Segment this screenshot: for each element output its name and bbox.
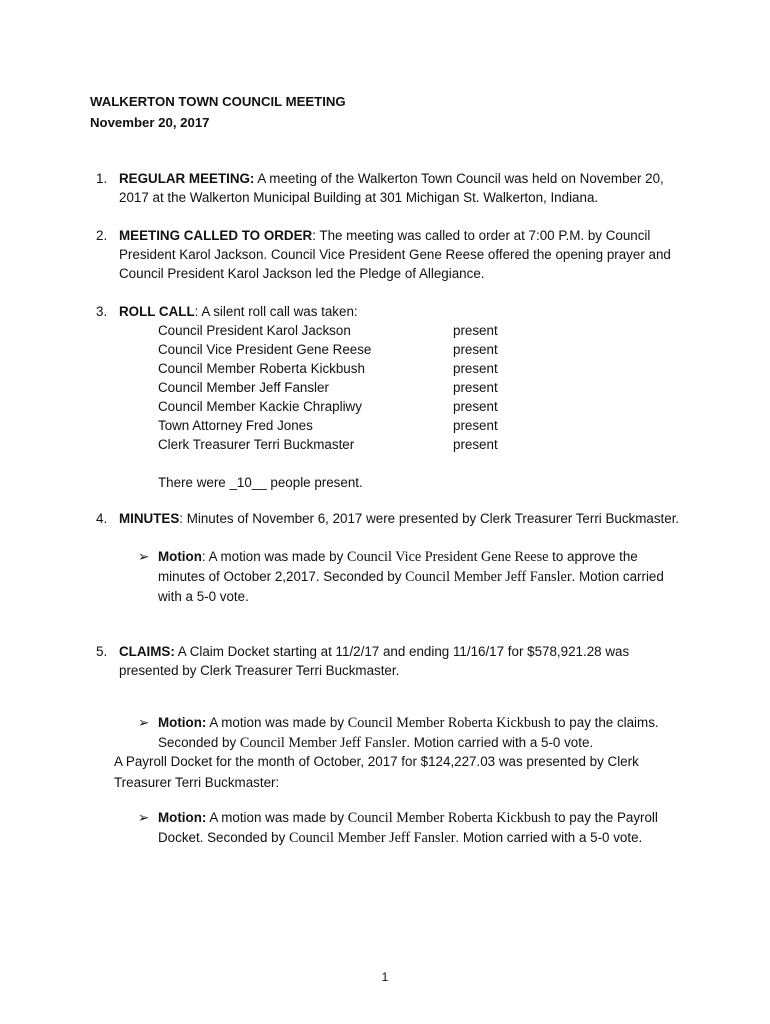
minutes-motion [138, 547, 678, 606]
item-claims [96, 642, 676, 680]
item-text: A meeting of the Walkerton Town Council was held on November 20, 2017 at the Walkerton Municipal Building at 301 Michigan St. Walkerton, Indiana. [119, 171, 664, 205]
motion-label: Motion [158, 549, 202, 564]
item-number: 5. [96, 644, 108, 659]
motion-text: to approve the minutes of October 2,2017. Seconded by [158, 549, 638, 584]
meeting-title: WALKERTON TOWN COUNCIL MEETING [90, 94, 346, 109]
motion-text: to pay the claims. Seconded by [158, 715, 659, 750]
page-number: 1 [381, 970, 389, 984]
item-text: A Claim Docket starting at 11/2/17 and ending 11/16/17 for $578,921.28 was presented by Clerk Treasurer Terri Buckmaster. [119, 644, 630, 678]
member-name: Council President Karol Jackson [158, 323, 351, 338]
item-roll-call [96, 302, 696, 321]
motion-text: : A motion was made by [201, 549, 348, 564]
motion-seconder: Council Member Jeff Fansler [289, 830, 456, 846]
member-name: Council Member Roberta Kickbush [158, 361, 365, 376]
item-text: : Minutes of November 6, 2017 were presented by Clerk Treasurer Terri Buckmaster. [179, 511, 680, 526]
arrow-bullet-icon: ➢ [138, 549, 150, 564]
item-called-to-order [96, 226, 696, 283]
roll-call-row [158, 321, 518, 340]
motion-text: . Motion carried with a 5-0 vote. [455, 830, 643, 845]
motion-mover: Council Member Roberta Kickbush [347, 810, 551, 826]
roll-call-row [158, 416, 518, 435]
motion-text: . Motion carried with a 5-0 vote. [158, 569, 664, 604]
member-status: present [453, 437, 498, 452]
motion-seconder: Council Member Jeff Fansler [239, 735, 407, 751]
item-label: ROLL CALL [119, 304, 195, 319]
member-name: Council Member Kackie Chrapliwy [158, 399, 362, 414]
motion-text: A motion was made by [206, 810, 348, 825]
payroll-motion [138, 808, 683, 848]
member-name: Town Attorney Fred Jones [158, 418, 313, 433]
motion-seconder: Council Member Jeff Fansler [405, 569, 572, 585]
item-regular-meeting [96, 169, 696, 207]
item-label: MEETING CALLED TO ORDER [119, 228, 313, 243]
member-status: present [453, 380, 498, 395]
item-label: MINUTES [119, 511, 180, 526]
payroll-docket-text-cont: Treasurer Terri Buckmaster: [114, 775, 280, 790]
motion-mover: Council Vice President Gene Reese [347, 549, 549, 565]
item-number: 1. [96, 171, 108, 186]
roll-call-row [158, 435, 518, 454]
motion-mover: Council Member Roberta Kickbush [347, 715, 551, 731]
meeting-date: November 20, 2017 [90, 115, 210, 130]
arrow-bullet-icon: ➢ [138, 715, 150, 730]
item-text: : A silent roll call was taken: [194, 304, 358, 319]
member-name: Council Vice President Gene Reese [158, 342, 372, 357]
item-text: : The meeting was called to order at 7:00 P.M. by Council President Karol Jackson. Council Vice President Gene Reese offered the opening prayer and Council President Karol Jackson led the Pledge of Allegiance. [119, 228, 671, 281]
motion-text: . Motion carried with a 5-0 vote. [406, 735, 594, 750]
member-status: present [453, 361, 498, 376]
member-name: Council Member Jeff Fansler [158, 380, 329, 395]
member-status: present [453, 399, 498, 414]
item-number: 4. [96, 511, 108, 526]
roll-call-list [158, 321, 518, 454]
attendance-count: There were _10__ people present. [158, 475, 363, 490]
motion-text: to pay the Payroll Docket. Seconded by [158, 810, 658, 845]
item-number: 3. [96, 304, 108, 319]
item-label: CLAIMS: [119, 644, 175, 659]
member-status: present [453, 342, 498, 357]
member-name: Clerk Treasurer Terri Buckmaster [158, 437, 355, 452]
roll-call-row [158, 359, 518, 378]
motion-text: A motion was made by [206, 715, 348, 730]
roll-call-row [158, 378, 518, 397]
member-status: present [453, 418, 498, 433]
item-label: REGULAR MEETING: [119, 171, 255, 186]
motion-label: Motion: [158, 810, 207, 825]
roll-call-row [158, 397, 518, 416]
item-number: 2. [96, 228, 108, 243]
claims-motion [138, 713, 678, 753]
motion-label: Motion: [158, 715, 207, 730]
roll-call-row [158, 340, 518, 359]
member-status: present [453, 323, 498, 338]
item-minutes [96, 509, 696, 528]
payroll-docket-text: A Payroll Docket for the month of October, 2017 for $124,227.03 was presented by Clerk [114, 754, 639, 769]
arrow-bullet-icon: ➢ [138, 810, 150, 825]
